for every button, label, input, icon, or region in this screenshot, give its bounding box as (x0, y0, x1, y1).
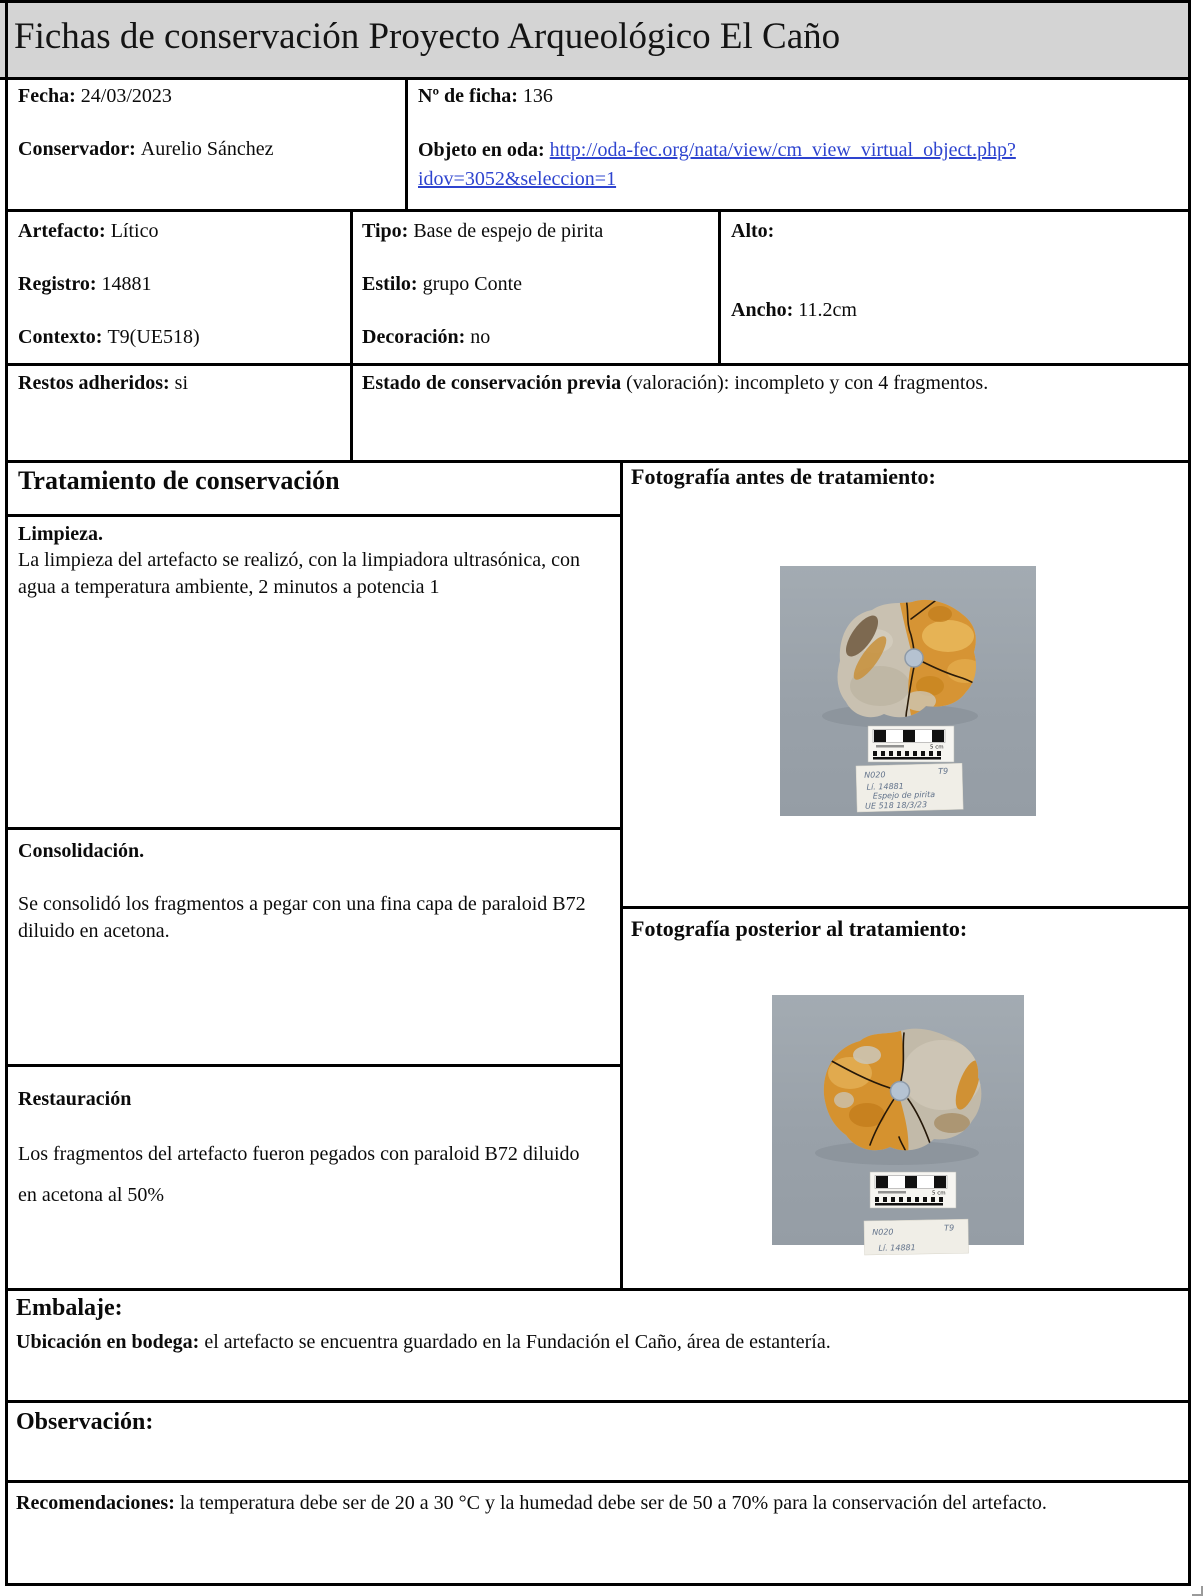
label-line: Espejo de pirita (872, 789, 936, 801)
scale-length-text: 5 cm (930, 744, 944, 751)
cell-observacion (16, 1408, 1176, 1436)
artifact-photo-before (780, 566, 1036, 816)
grid-line (5, 460, 1191, 463)
decoracion-label: Decoración: (362, 326, 466, 348)
page-title: Fichas de conservación Proyecto Arqueológico El Caño (14, 16, 841, 57)
foto-despues-caption: Fotografía posterior al tratamiento: (631, 916, 968, 941)
grid-line (5, 0, 8, 1586)
artefacto-value: Lítico (110, 220, 159, 242)
embalaje-header: Embalaje: (16, 1295, 123, 1321)
contexto-line (18, 324, 338, 350)
fecha-label: Fecha: (18, 85, 76, 107)
label-line: N020 (864, 770, 886, 780)
observacion-header: Observación: (16, 1409, 154, 1435)
label-line: T9 (944, 1223, 955, 1233)
scale-card (868, 726, 954, 762)
grid-line (5, 1583, 1191, 1586)
cell-artefacto (18, 218, 338, 377)
tratamiento-header: Tratamiento de conservación (18, 466, 340, 495)
consolidacion-text: Se consolidó los fragmentos a pegar con una fina capa de paraloid B72 diluido en acetona. (18, 893, 586, 942)
grid-line (5, 827, 620, 830)
objeto-oda-link[interactable]: http://oda-fec.org/nata/view/cm_view_virtual_object.php?idov=3052&seleccion=1 (418, 139, 1016, 190)
cell-embalaje (16, 1294, 1176, 1355)
grid-line (350, 209, 353, 463)
contexto-label: Contexto: (18, 326, 103, 348)
label-line: Lí. 14881 (878, 1243, 916, 1253)
cell-restauracion (18, 1086, 603, 1216)
grid-line (620, 460, 623, 1291)
grid-line (0, 77, 1191, 80)
label-line: UE 518 18/3/23 (864, 800, 928, 811)
objeto-line (418, 136, 1183, 194)
conservador-value: Aurelio Sánchez (140, 138, 274, 160)
ubicacion-line (16, 1329, 1176, 1355)
ancho-label: Ancho: (731, 299, 794, 321)
artifact-photo-after (772, 995, 1024, 1253)
grid-line (5, 514, 620, 517)
resize-corner-mark (1192, 1586, 1203, 1596)
estado-value: (valoración): incompleto y con 4 fragmentos. (626, 372, 989, 394)
estado-line (362, 370, 1182, 396)
restauracion-text: Los fragmentos del artefacto fueron pegados con paraloid B72 diluido en acetona al 50% (18, 1143, 580, 1206)
ubicacion-value: el artefacto se encuentra guardado en la Fundación el Caño, área de estantería. (204, 1331, 831, 1353)
alto-label: Alto: (731, 220, 775, 242)
estado-label: Estado de conservación previa (362, 372, 622, 394)
ficha-value: 136 (522, 85, 553, 107)
alto-line (731, 218, 1181, 244)
cell-limpieza (18, 521, 596, 601)
grid-line (0, 0, 1191, 3)
handwritten-label (856, 763, 963, 812)
registro-value: 14881 (101, 273, 152, 295)
stone-artifact (812, 1020, 987, 1160)
registro-line (18, 271, 338, 297)
ancho-value: 11.2cm (798, 299, 857, 321)
grid-line (718, 209, 721, 366)
estilo-line (362, 271, 707, 297)
tipo-label: Tipo: (362, 220, 409, 242)
foto-antes-caption: Fotografía antes de tratamiento: (631, 464, 936, 489)
drill-hole (905, 649, 923, 667)
fecha-line (18, 83, 393, 109)
tipo-value: Base de espejo de pirita (413, 220, 604, 242)
grid-line (405, 77, 408, 212)
tipo-line (362, 218, 707, 244)
artefacto-line (18, 218, 338, 244)
ubicacion-label: Ubicación en bodega: (16, 1331, 200, 1353)
cell-restos (18, 370, 338, 423)
grid-line (5, 1400, 1191, 1403)
artifact-after-illustration (772, 995, 1024, 1253)
scale-card (870, 1172, 956, 1208)
decoracion-value: no (470, 326, 491, 348)
recomendaciones-text: la temperatura debe ser de 20 a 30 °C y la humedad debe ser de 50 a 70% para la conservación del artefacto. (179, 1492, 1047, 1514)
registro-label: Registro: (18, 273, 97, 295)
consolidacion-title: Consolidación. (18, 840, 145, 862)
grid-line (1188, 0, 1191, 1586)
restauracion-title: Restauración (18, 1088, 132, 1110)
grid-line (5, 1064, 620, 1067)
ancho-line (731, 297, 1181, 323)
recomendaciones-label: Recomendaciones: (16, 1492, 175, 1514)
cell-estado (362, 370, 1182, 423)
drill-hole (891, 1082, 910, 1101)
cell-ficha-objeto (418, 83, 1183, 221)
artefacto-label: Artefacto: (18, 220, 106, 242)
conservador-line (18, 136, 393, 162)
scale-length-text: 5 cm (932, 1190, 946, 1197)
restos-line (18, 370, 338, 396)
restos-label: Restos adheridos: (18, 372, 170, 394)
label-line: N020 (872, 1227, 894, 1237)
handwritten-label (864, 1219, 969, 1255)
fecha-value: 24/03/2023 (80, 85, 172, 107)
conservador-label: Conservador: (18, 138, 136, 160)
label-line: T9 (938, 766, 949, 776)
decoracion-line (362, 324, 707, 350)
limpieza-text: La limpieza del artefacto se realizó, con la limpiadora ultrasónica, con agua a temperatura ambiente, 2 minutos a potencia 1 (18, 549, 580, 598)
ficha-label: Nº de ficha: (418, 85, 518, 107)
grid-line (5, 1480, 1191, 1483)
contexto-value: T9(UE518) (107, 326, 200, 348)
grid-line (5, 1288, 1191, 1291)
grid-line (620, 906, 1191, 909)
objeto-label: Objeto en oda: (418, 139, 545, 161)
cell-medidas (731, 218, 1181, 350)
restos-value: si (174, 372, 189, 394)
estilo-value: grupo Conte (422, 273, 522, 295)
cell-recomendaciones (16, 1487, 1166, 1519)
ficha-line (418, 83, 1183, 109)
estilo-label: Estilo: (362, 273, 418, 295)
cell-fecha-conservador (18, 83, 393, 189)
cell-tipo (362, 218, 707, 377)
artifact-before-illustration (780, 566, 1036, 816)
label-line: Lí. 14881 (866, 781, 904, 792)
cell-consolidacion (18, 838, 596, 945)
limpieza-title: Limpieza. (18, 523, 103, 545)
